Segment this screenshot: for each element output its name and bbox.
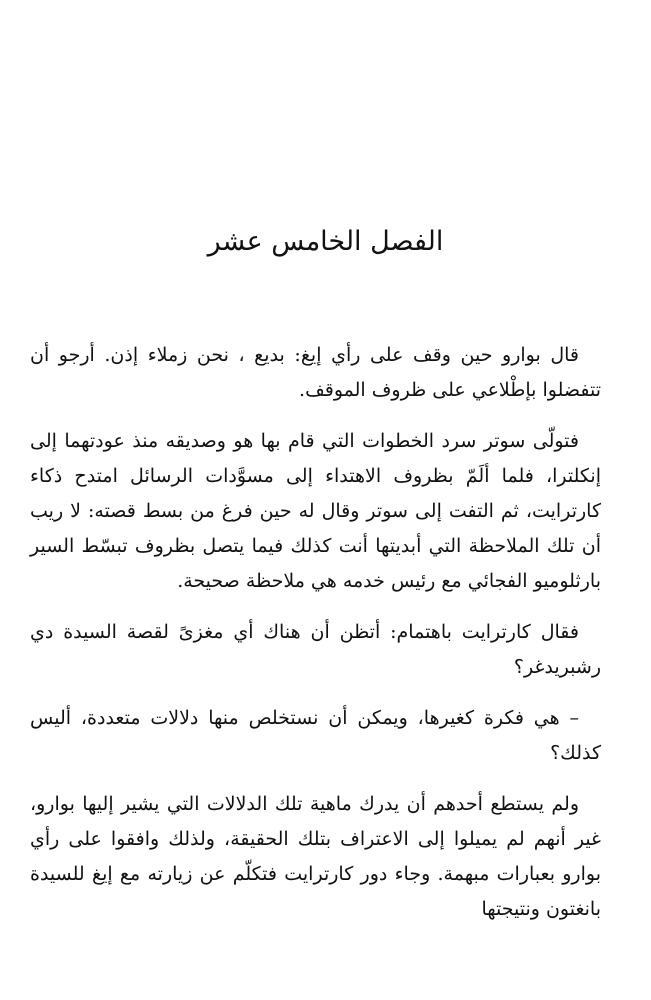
paragraph-2: فتولّى سوتر سرد الخطوات التي قام بها هو وصديقه منذ عودتهما إلى إنكلترا، فلما ألَمّ بظروف الاهتداء إلى مسوَّدات الرسائل امتدح ذكاء كارترايت، ثم التفت إلى سوتر وقال له حين فرغ من بسط قصته: لا ريب أن تلك الملاحظة التي أبديتها أنت كذلك فيما يتصل بظروف تبسّط السير بارثلوميو الفجائي مع رئيس خدمه هي ملاحظة صحيحة. <box>30 430 601 592</box>
chapter-title: الفصل الخامس عشر <box>207 226 444 257</box>
paragraph-4: – هي فكرة كغيرها، ويمكن أن نستخلص منها دلالات متعددة، أليس كذلك؟ <box>30 707 601 764</box>
paragraph-3: فقال كارترايت باهتمام: أتظن أن هناك أي مغزىً لقصة السيدة دي رشبريدغر؟ <box>30 621 601 678</box>
paragraph-1: قال بوارو حين وقف على رأي إيغ: بديع ، نحن زملاء إذن. أرجو أن تتفضلوا بإطْلاعي على ظروف الموقف. <box>30 344 601 401</box>
paragraph-5: ولم يستطع أحدهم أن يدرك ماهية تلك الدلالات التي يشير إليها بوارو، غير أنهم لم يميلوا إلى الاعتراف بتلك الحقيقة، ولذلك وافقوا على رأي بوارو بعبارات مبهمة. وجاء دور كارترايت فتكلّم عن زيارته مع إيغ للسيدة بانغتون ونتيجتها <box>30 793 601 920</box>
chapter-body <box>30 338 601 943</box>
